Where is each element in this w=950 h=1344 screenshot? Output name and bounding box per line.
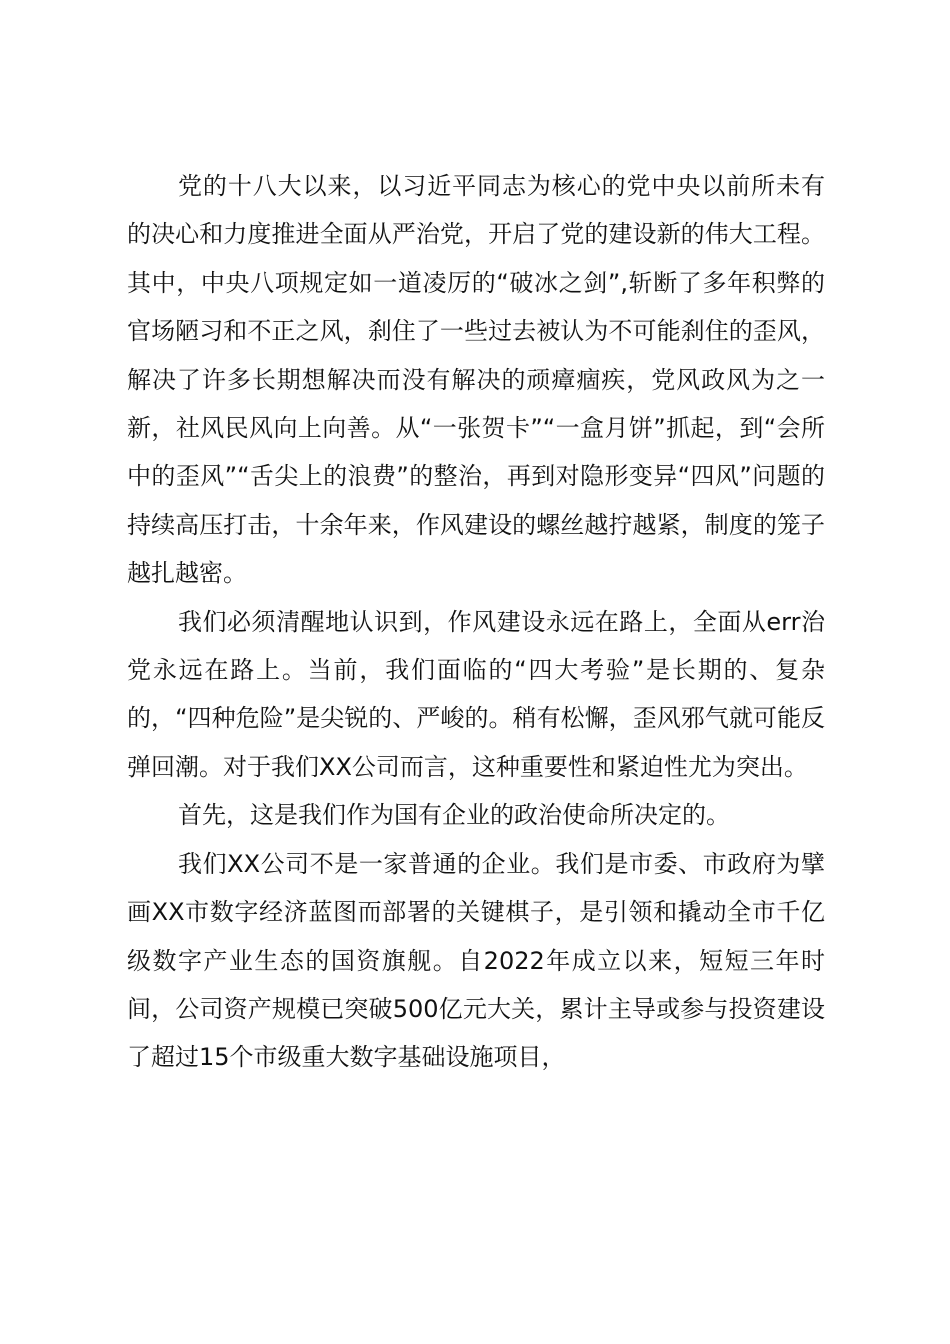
paragraph-2: 我们必须清醒地认识到，作风建设永远在路上，全面从err治党永远在路上。当前，我们面临的“四大考验”是长期的、复杂的，“四种危险”是尖锐的、严峻的。稍有松懈，歪风邪气就可能反弹回潮。对于我们XX公司而言，这种重要性和紧迫性尤为突出。 [127,607,825,781]
document-body [127,162,825,1082]
paragraph-1: 党的十八大以来，以习近平同志为核心的党中央以前所未有的决心和力度推进全面从严治党，开启了党的建设新的伟大工程。其中，中央八项规定如一道凌厉的“破冰之剑”,斩断了多年积弊的官场陋习和不正之风，刹住了一些过去被认为不可能刹住的歪风，解决了许多长期想解决而没有解决的顽瘴痼疾，党风政风为之一新，社风民风向上向善。从“一张贺卡”“一盒月饼”抓起，到“会所中的歪风”“舌尖上的浪费”的整治，再到对隐形变异“四风”问题的持续高压打击，十余年来，作风建设的螺丝越拧越紧，制度的笼子越扎越密。 [127,172,825,588]
paragraph-3: 首先，这是我们作为国有企业的政治使命所决定的。 [178,801,730,830]
paragraph-4: 我们XX公司不是一家普通的企业。我们是市委、市政府为擘画XX市数字经济蓝图而部署的关键棋子，是引领和撬动全市千亿级数字产业生态的国资旗舰。自2022年成立以来，短短三年时间，公司资产规模已突破500亿元大关，累计主导或参与投资建设了超过15个市级重大数字基础设施项目， [127,849,825,1072]
